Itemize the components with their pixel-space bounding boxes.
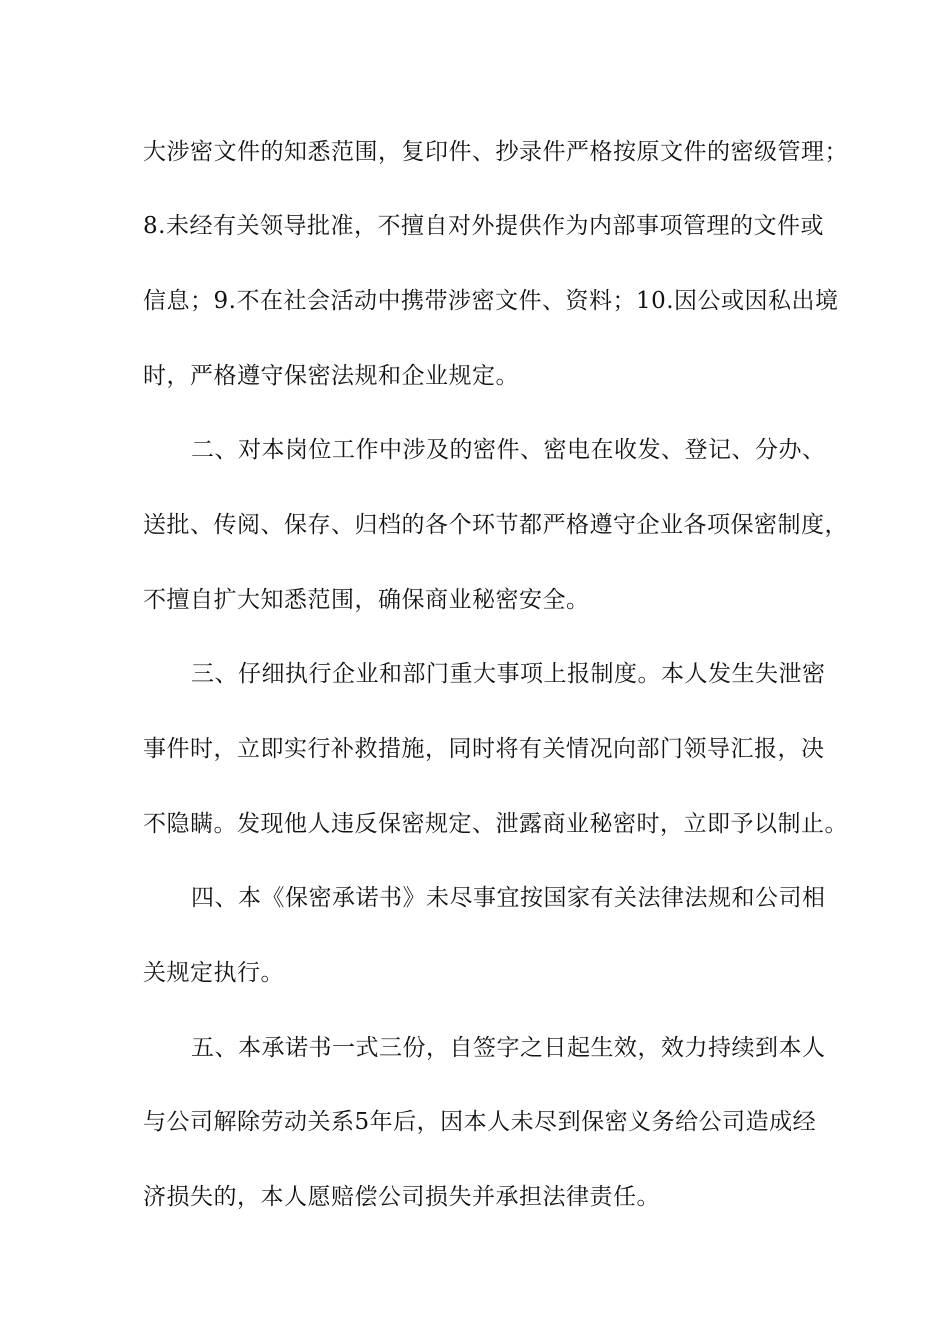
paragraph-line: 信息；9.不在社会活动中携带涉密文件、资料；10.因公或因私出境 — [143, 288, 839, 314]
section-five-first-line: 五、本承诺书一式三份，自签字之日起生效，效力持续到本人 — [191, 1035, 826, 1061]
section-two-first-line: 二、对本岗位工作中涉及的密件、密电在收发、登记、分办、 — [191, 437, 826, 463]
paragraph-line: 关规定执行。 — [143, 960, 284, 986]
paragraph-line: 大涉密文件的知悉范围，复印件、抄录件严格按原文件的密级管理； — [143, 139, 848, 165]
paragraph-line: 与公司解除劳动关系5年后，因本人未尽到保密义务给公司造成经 — [143, 1109, 817, 1135]
paragraph-line: 事件时，立即实行补救措施，同时将有关情况向部门领导汇报，决 — [143, 736, 825, 762]
paragraph-line: 不擅自扩大知悉范围，确保商业秘密安全。 — [143, 587, 590, 613]
section-four-first-line: 四、本《保密承诺书》未尽事宜按国家有关法律法规和公司相 — [191, 885, 826, 911]
paragraph-line: 不隐瞒。发现他人违反保密规定、泄露商业秘密时，立即予以制止。 — [143, 811, 848, 837]
paragraph-line: 送批、传阅、保存、归档的各个环节都严格遵守企业各项保密制度， — [143, 512, 848, 538]
section-three-first-line: 三、仔细执行企业和部门重大事项上报制度。本人发生失泄密 — [191, 661, 826, 687]
paragraph-line: 8.未经有关领导批准，不擅自对外提供作为内部事项管理的文件或 — [143, 213, 824, 239]
paragraph-line: 时，严格遵守保密法规和企业规定。 — [143, 363, 519, 389]
paragraph-line: 济损失的，本人愿赔偿公司损失并承担法律责任。 — [143, 1184, 660, 1210]
